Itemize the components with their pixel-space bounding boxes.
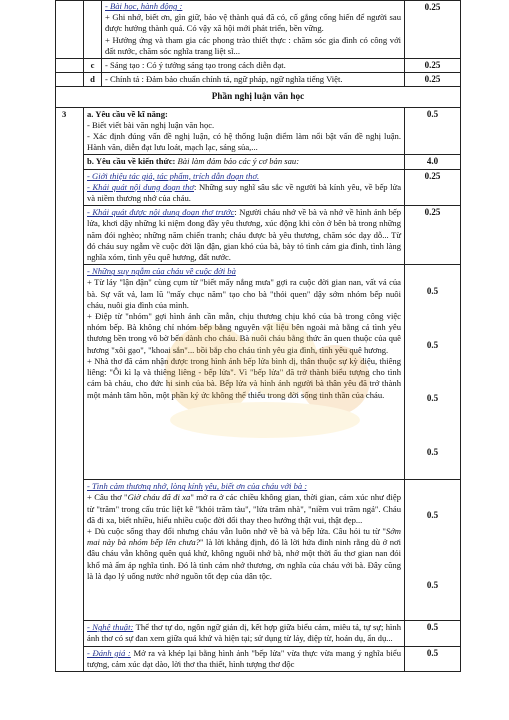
art-cell [84, 621, 405, 646]
love-point-1-start: + Câu thơ " [87, 492, 128, 503]
previous-text: : Người cháu nhớ về bà và nhớ về hình ảnh bếp lửa, khơi dậy những kỉ niệm đong đầy yêu thương, xúc động khi còn ở bên bà trong những năm đói nghèo; những năm chiến tranh; cháu được bà yêu thương, chăm sóc dạy dỗ... Từ đó cháu suy ngẫm về cuộc đời lận đận, gian khó của bà, bày tỏ tình cảm gia đình, tình làng nghĩa xóm, tình yêu quê hương, đất nước. [87, 207, 401, 263]
love-point-2-start: + Dù cuộc sống thay đổi nhưng cháu vẫn luôn nhớ về bà và bếp lửa. Câu hỏi tu từ " [87, 526, 386, 537]
lesson-text: + Ghi nhớ, biết ơn, gìn giữ, bảo vệ thành quả đã có, cố gắng cống hiến để người sau được hưởng thành quả. Có vậy xã hội mới phát triển, bền vững. + Hưởng ứng và tham gia các phong trào thiết thực : chăm sóc gia đình có công với đất nước, chăm sóc nghĩa trang liệt sĩ... [105, 12, 401, 56]
criterion-c-text: - Sáng tạo : Có ý tưởng sáng tạo trong cách diễn đạt. [102, 59, 405, 73]
evaluation-text: Mở ra và khép lại bằng hình ảnh "bếp lửa" vừa thực vừa mang ý nghĩa biểu tượng, cảm xúc dạt dào, lời thơ tha thiết, hình tượng thơ độc [87, 647, 401, 669]
skills-cell [84, 107, 405, 155]
intro-summary-cell [84, 169, 405, 206]
evaluation-score: 0.5 [405, 646, 461, 671]
love-point-2-quote: Sớm mai này bà nhóm bếp lên chưa? [87, 526, 401, 548]
table-row [56, 73, 461, 87]
reflection-score: 0.5 [426, 339, 439, 350]
table-row [56, 206, 461, 265]
question-number: 3 [56, 107, 84, 671]
table-row [56, 87, 461, 107]
table-row [56, 169, 461, 206]
evaluation-lead: - Đánh giá : [87, 647, 131, 658]
previous-score: 0.25 [405, 206, 461, 265]
knowledge-title: b. Yêu cầu về kiến thức: [87, 156, 176, 167]
criterion-letter-c: c [84, 59, 102, 73]
evaluation-cell [84, 646, 405, 671]
skills-text: - Biết viết bài văn nghị luận văn học. - Xác định đúng vấn đề nghị luận, có hệ thống luận điểm làm nổi bật vấn đề nghị luận. Hành văn, diễn đạt lưu loát, mạch lạc, sáng sủa,... [87, 119, 401, 153]
reflection-scores [405, 265, 461, 480]
criterion-d-score: 0.25 [405, 73, 461, 87]
table-row [56, 265, 461, 480]
art-text: Thể thơ tự do, ngôn ngữ giản dị, kết hợp giữa biểu cảm, miêu tả, tự sự; hình ảnh thơ có sự đan xem giữa quá khứ và hiện tại; sử dụng từ láy, điệp từ, hoán dụ, ẩn dụ... [87, 622, 402, 644]
reflection-point-2: + Điệp từ "nhóm" gợi hình ảnh cần mẫn, chịu thương chịu khó của bà trong công việc nhóm bếp. Bà không chỉ nhóm bếp bằng nguyên vật liệu bên ngoài mà bằng cả tình yêu thương bền trong vô bờ bến dành cho cháu. Bà nuôi cháu bằng thức ăn quen thuộc của quê hương "xôi gạo", "khoai sắn"... bồi bắp cho cháu tình yêu gia đình, tình yêu quê hương. [87, 311, 401, 355]
table-row [56, 155, 461, 169]
love-point-2-end: " là lời khẳng định, đó là lời hứa đinh ninh rằng dù ở nơi đâu cháu vẫn không quên quá khứ, không nguôi nhớ bà, nhớ một thời ấu thơ gian nan đói khổ mà ấm áp nghĩa tình. Đó là tình cảm nhớ thương, ơn nghĩa của cháu với bà. Đây cũng là là đạo lý uống nước nhớ nguồn tốt đẹp của dân tộc. [87, 537, 401, 581]
lesson-score: 0.25 [405, 1, 461, 59]
scoring-table-lower [55, 107, 461, 672]
criterion-d-text: - Chính tả : Đảm bảo chuẩn chính tả, ngữ pháp, ngữ nghĩa tiếng Việt. [102, 73, 405, 87]
table-row [56, 621, 461, 646]
lesson-cell [102, 1, 405, 59]
reflection-cell [84, 265, 405, 480]
knowledge-score: 4.0 [405, 155, 461, 169]
knowledge-note: Bài làm đảm bảo các ý cơ bản sau: [177, 156, 300, 167]
section-title: Phần nghị luận văn học [56, 87, 461, 107]
table-row [56, 1, 461, 59]
skills-title: a. Yêu cầu về kĩ năng: [87, 108, 168, 119]
table-row [56, 59, 461, 73]
table-row [56, 646, 461, 671]
reflection-point-1: + Từ láy "lận đận" cùng cụm từ "biết mấy nắng mưa" gợi ra cuộc đời gian nan, vất vả của bà. Sự vất vả, lam lũ "mấy chục năm" tạo cho bà "thói quen" dậy sớm nhóm bếp nuôi cháu, nuôi gia đình của mình. [87, 277, 401, 310]
scoring-table [55, 0, 461, 108]
criterion-letter-d: d [84, 73, 102, 87]
reflection-score: 0.5 [426, 446, 439, 457]
art-score: 0.5 [405, 621, 461, 646]
love-score: 0.5 [426, 509, 439, 520]
love-lead: - Tình cảm thương nhớ, lòng kính yêu, biết ơn của cháu với bà : [87, 481, 308, 492]
table-row [56, 107, 461, 155]
reflection-score: 0.5 [426, 286, 439, 297]
intro-lead: - Giới thiệu tác giả, tác phẩm, trích dẫn đoạn thơ. [87, 170, 260, 181]
reflection-point-3: + Nhà thơ đã cảm nhận được trong hình ảnh bếp lửa bình dị, thân thuộc sự kỳ diệu, thiêng liêng: "Ôi kì lạ và thiêng liêng - bếp lửa". Vì "bếp lửa" đã trở thành biểu tượng cho tình cảm bà cháu, cho đức hi sinh của bà. Bếp lửa và hình ảnh người bà thân yêu đã trở thành một mảnh tâm hồn, một phần ký ức không thể thiếu trong đời sống tinh thần của cháu. [87, 355, 401, 400]
criterion-c-score: 0.25 [405, 59, 461, 73]
skills-score: 0.5 [405, 107, 461, 155]
reflection-lead: - Những suy ngẫm của cháu về cuộc đời bà [87, 266, 236, 277]
art-lead: - Nghệ thuật: [87, 622, 134, 633]
love-cell [84, 480, 405, 621]
summary-lead: - Khái quát nội dung đoạn thơ [87, 181, 194, 192]
love-scores [405, 480, 461, 621]
previous-lead: - Khái quát được nội dung đoạn thơ trước [87, 207, 235, 218]
lesson-lead: - Bài học, hành động : [105, 1, 183, 11]
summary-score: 0.25 [405, 169, 461, 206]
previous-stanza-cell [84, 206, 405, 265]
knowledge-cell [84, 155, 405, 169]
love-point-1-quote: Giờ cháu đã đi xa [127, 492, 191, 503]
love-score: 0.5 [426, 579, 439, 590]
love-point-1-end: " mở ra ở các chiều không gian, thời gian, cảm xúc như điệp từ "trăm" trong cấu trúc liệt kê "khói trăm tàu", "lửa trăm nhà", "niềm vui trăm ngả". Cháu đã đi xa, biết nhiều, hiểu nhiều cuộc đời đổi thay theo hướng thật vui, thật đẹp... [87, 492, 401, 525]
summary-text: : Những suy nghĩ sâu sắc về người bà kính yêu, về bếp lửa và niềm thương nhớ của cháu. [87, 181, 402, 204]
reflection-score: 0.5 [426, 393, 439, 404]
table-row [56, 480, 461, 621]
